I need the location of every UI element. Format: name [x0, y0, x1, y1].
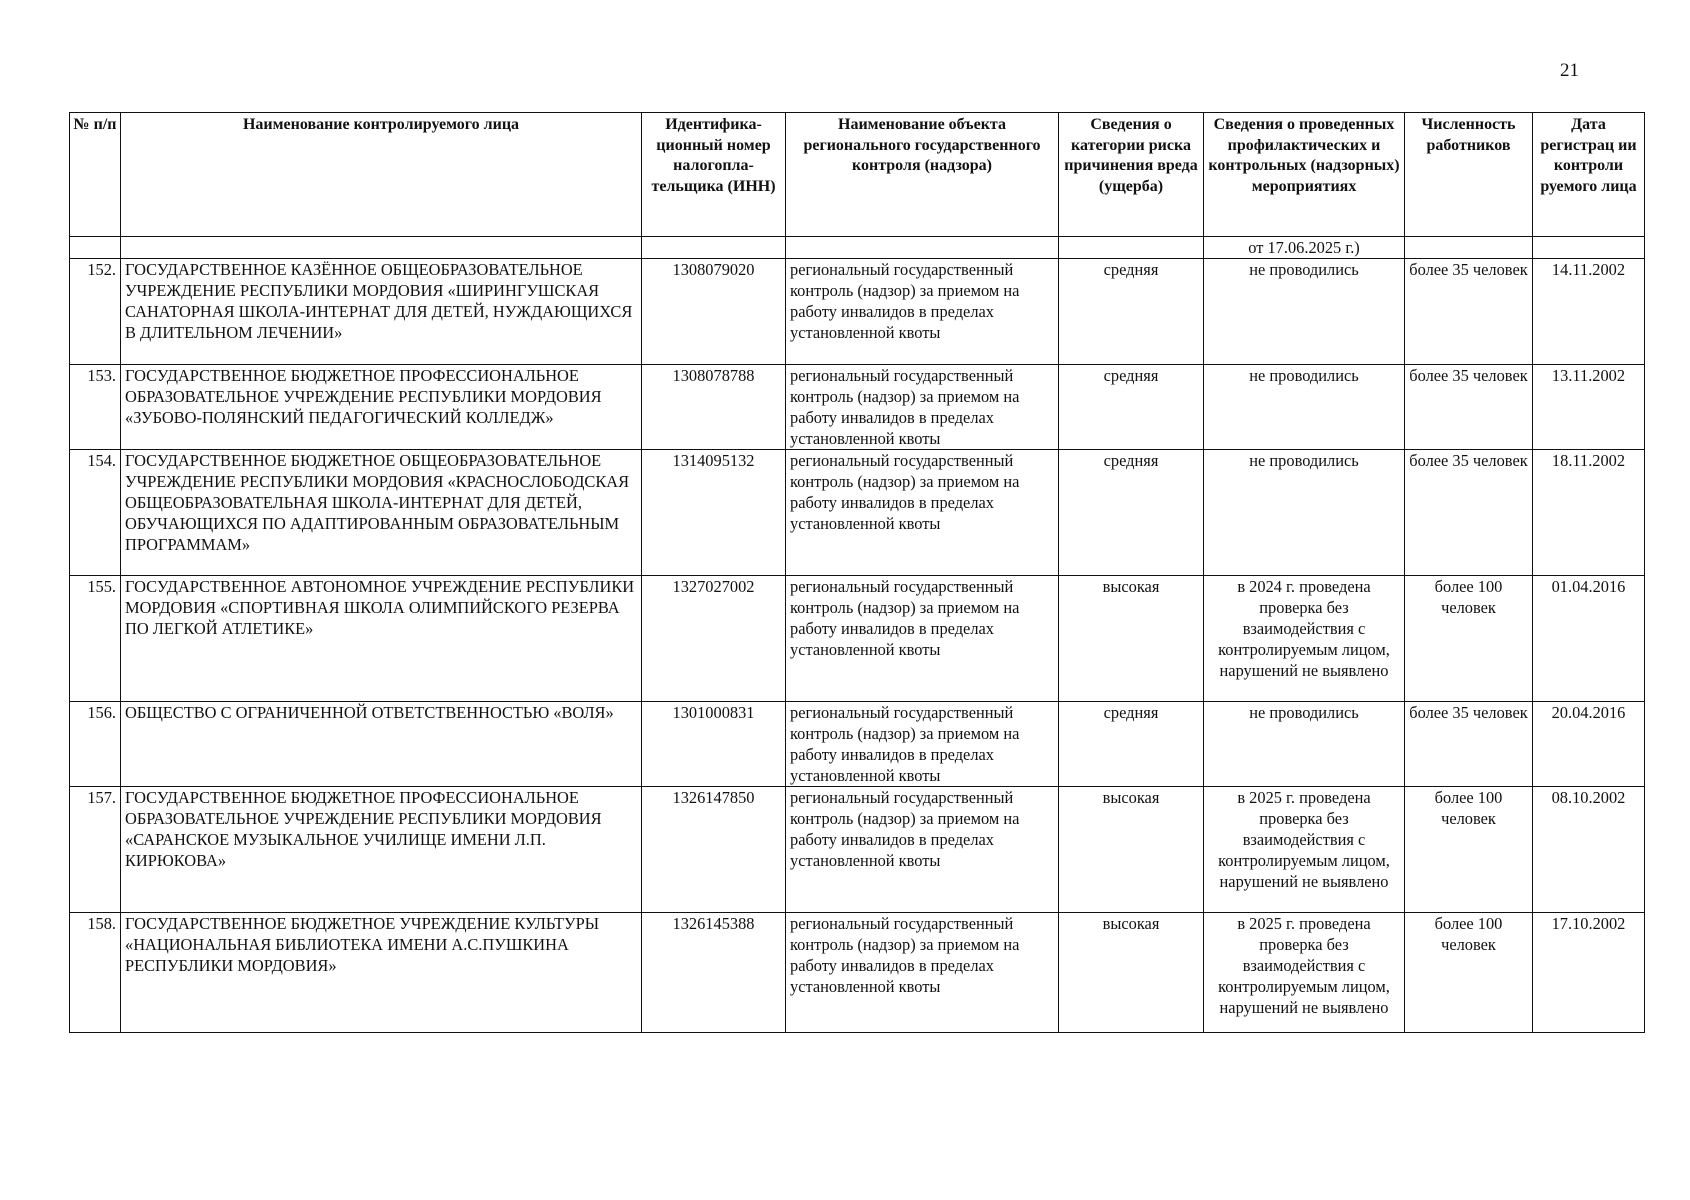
registration-date: 18.11.2002: [1533, 450, 1645, 576]
staff-count: более 35 человек: [1405, 450, 1533, 576]
registry-table: [69, 112, 1645, 1033]
row-number: 156.: [70, 702, 121, 787]
risk-category: высокая: [1059, 576, 1204, 702]
registration-date: 14.11.2002: [1533, 259, 1645, 365]
inspection-events: не проводились: [1204, 450, 1405, 576]
inn-value: 1308079020: [642, 259, 786, 365]
risk-category: высокая: [1059, 787, 1204, 913]
inspection-events: не проводились: [1204, 702, 1405, 787]
header-risk: Сведения о категории риска причинения вреда (ущерба): [1059, 113, 1204, 237]
header-events: Сведения о проведенных профилактических и контрольных (надзорных) мероприятиях: [1204, 113, 1405, 237]
control-object: региональный государственный контроль (надзор) за приемом на работу инвалидов в пределах установленной квоты: [786, 450, 1059, 576]
inspection-events: в 2024 г. проведена проверка без взаимодействия с контролируемым лицом, нарушений не выявлено: [1204, 576, 1405, 702]
controlled-entity-name: ГОСУДАРСТВЕННОЕ БЮДЖЕТНОЕ ПРОФЕССИОНАЛЬНОЕ ОБРАЗОВАТЕЛЬНОЕ УЧРЕЖДЕНИЕ РЕСПУБЛИКИ МОРДОВИЯ «САРАНСКОЕ МУЗЫКАЛЬНОЕ УЧИЛИЩЕ ИМЕНИ Л.П. КИРЮКОВА»: [121, 787, 642, 913]
inn-value: 1301000831: [642, 702, 786, 787]
risk-category: средняя: [1059, 450, 1204, 576]
controlled-entity-name: ГОСУДАРСТВЕННОЕ БЮДЖЕТНОЕ УЧРЕЖДЕНИЕ КУЛЬТУРЫ «НАЦИОНАЛЬНАЯ БИБЛИОТЕКА ИМЕНИ А.С.ПУШКИНА РЕСПУБЛИКИ МОРДОВИЯ»: [121, 913, 642, 1033]
row-number: 154.: [70, 450, 121, 576]
registration-date: 08.10.2002: [1533, 787, 1645, 913]
control-object: региональный государственный контроль (надзор) за приемом на работу инвалидов в пределах установленной квоты: [786, 259, 1059, 365]
controlled-entity-name: ГОСУДАРСТВЕННОЕ КАЗЁННОЕ ОБЩЕОБРАЗОВАТЕЛЬНОЕ УЧРЕЖДЕНИЕ РЕСПУБЛИКИ МОРДОВИЯ «ШИРИНГУШСКАЯ САНАТОРНАЯ ШКОЛА-ИНТЕРНАТ ДЛЯ ДЕТЕЙ, НУЖДАЮЩИХСЯ В ДЛИТЕЛЬНОМ ЛЕЧЕНИИ»: [121, 259, 642, 365]
row-number: 158.: [70, 913, 121, 1033]
table-row: [70, 365, 1645, 450]
controlled-entity-name: ОБЩЕСТВО С ОГРАНИЧЕННОЙ ОТВЕТСТВЕННОСТЬЮ «ВОЛЯ»: [121, 702, 642, 787]
risk-category: высокая: [1059, 913, 1204, 1033]
control-object: региональный государственный контроль (надзор) за приемом на работу инвалидов в пределах установленной квоты: [786, 365, 1059, 450]
controlled-entity-name: ГОСУДАРСТВЕННОЕ БЮДЖЕТНОЕ ОБЩЕОБРАЗОВАТЕЛЬНОЕ УЧРЕЖДЕНИЕ РЕСПУБЛИКИ МОРДОВИЯ «КРАСНОСЛОБОДСКАЯ ОБЩЕОБРАЗОВАТЕЛЬНАЯ ШКОЛА-ИНТЕРНАТ ДЛЯ ДЕТЕЙ, ОБУЧАЮЩИХСЯ ПО АДАПТИРОВАННЫМ ОБРАЗОВАТЕЛЬНЫМ ПРОГРАММАМ»: [121, 450, 642, 576]
header-object: Наименование объекта регионального государственного контроля (надзора): [786, 113, 1059, 237]
control-object: региональный государственный контроль (надзор) за приемом на работу инвалидов в пределах установленной квоты: [786, 787, 1059, 913]
inspection-events: в 2025 г. проведена проверка без взаимодействия с контролируемым лицом, нарушений не выявлено: [1204, 787, 1405, 913]
header-num: № п/п: [70, 113, 121, 237]
table-row: [70, 450, 1645, 576]
risk-category: средняя: [1059, 259, 1204, 365]
risk-category: средняя: [1059, 365, 1204, 450]
control-object: региональный государственный контроль (надзор) за приемом на работу инвалидов в пределах установленной квоты: [786, 576, 1059, 702]
page-number: 21: [1560, 60, 1579, 81]
table-row: [70, 259, 1645, 365]
inspection-events: не проводились: [1204, 365, 1405, 450]
row-number: 153.: [70, 365, 121, 450]
row-number: 152.: [70, 259, 121, 365]
header-name: Наименование контролируемого лица: [121, 113, 642, 237]
inspection-events: в 2025 г. проведена проверка без взаимодействия с контролируемым лицом, нарушений не выявлено: [1204, 913, 1405, 1033]
staff-count: более 35 человек: [1405, 365, 1533, 450]
header-continuation-row: [70, 237, 1645, 259]
staff-count: более 35 человек: [1405, 702, 1533, 787]
staff-count: более 100 человек: [1405, 913, 1533, 1033]
controlled-entity-name: ГОСУДАРСТВЕННОЕ АВТОНОМНОЕ УЧРЕЖДЕНИЕ РЕСПУБЛИКИ МОРДОВИЯ «СПОРТИВНАЯ ШКОЛА ОЛИМПИЙСКОГО РЕЗЕРВА ПО ЛЕГКОЙ АТЛЕТИКЕ»: [121, 576, 642, 702]
inspection-events: не проводились: [1204, 259, 1405, 365]
inn-value: 1308078788: [642, 365, 786, 450]
row-number: 155.: [70, 576, 121, 702]
header-inn: Идентифика-ционный номер налогопла-тельщика (ИНН): [642, 113, 786, 237]
table-row: [70, 787, 1645, 913]
inn-value: 1314095132: [642, 450, 786, 576]
header-date: Дата регистрац ии контроли руемого лица: [1533, 113, 1645, 237]
row-number: 157.: [70, 787, 121, 913]
registration-date: 13.11.2002: [1533, 365, 1645, 450]
table-row: [70, 702, 1645, 787]
staff-count: более 100 человек: [1405, 576, 1533, 702]
staff-count: более 100 человек: [1405, 787, 1533, 913]
registration-date: 17.10.2002: [1533, 913, 1645, 1033]
events-header-continuation: от 17.06.2025 г.): [1204, 237, 1405, 259]
controlled-entity-name: ГОСУДАРСТВЕННОЕ БЮДЖЕТНОЕ ПРОФЕССИОНАЛЬНОЕ ОБРАЗОВАТЕЛЬНОЕ УЧРЕЖДЕНИЕ РЕСПУБЛИКИ МОРДОВИЯ «ЗУБОВО-ПОЛЯНСКИЙ ПЕДАГОГИЧЕСКИЙ КОЛЛЕДЖ»: [121, 365, 642, 450]
registration-date: 20.04.2016: [1533, 702, 1645, 787]
control-object: региональный государственный контроль (надзор) за приемом на работу инвалидов в пределах установленной квоты: [786, 702, 1059, 787]
table-row: [70, 913, 1645, 1033]
inn-value: 1326147850: [642, 787, 786, 913]
staff-count: более 35 человек: [1405, 259, 1533, 365]
inn-value: 1327027002: [642, 576, 786, 702]
control-object: региональный государственный контроль (надзор) за приемом на работу инвалидов в пределах установленной квоты: [786, 913, 1059, 1033]
table-header: [70, 113, 1645, 259]
table-body: [70, 259, 1645, 1033]
header-staff: Численность работников: [1405, 113, 1533, 237]
risk-category: средняя: [1059, 702, 1204, 787]
registration-date: 01.04.2016: [1533, 576, 1645, 702]
inn-value: 1326145388: [642, 913, 786, 1033]
table-row: [70, 576, 1645, 702]
